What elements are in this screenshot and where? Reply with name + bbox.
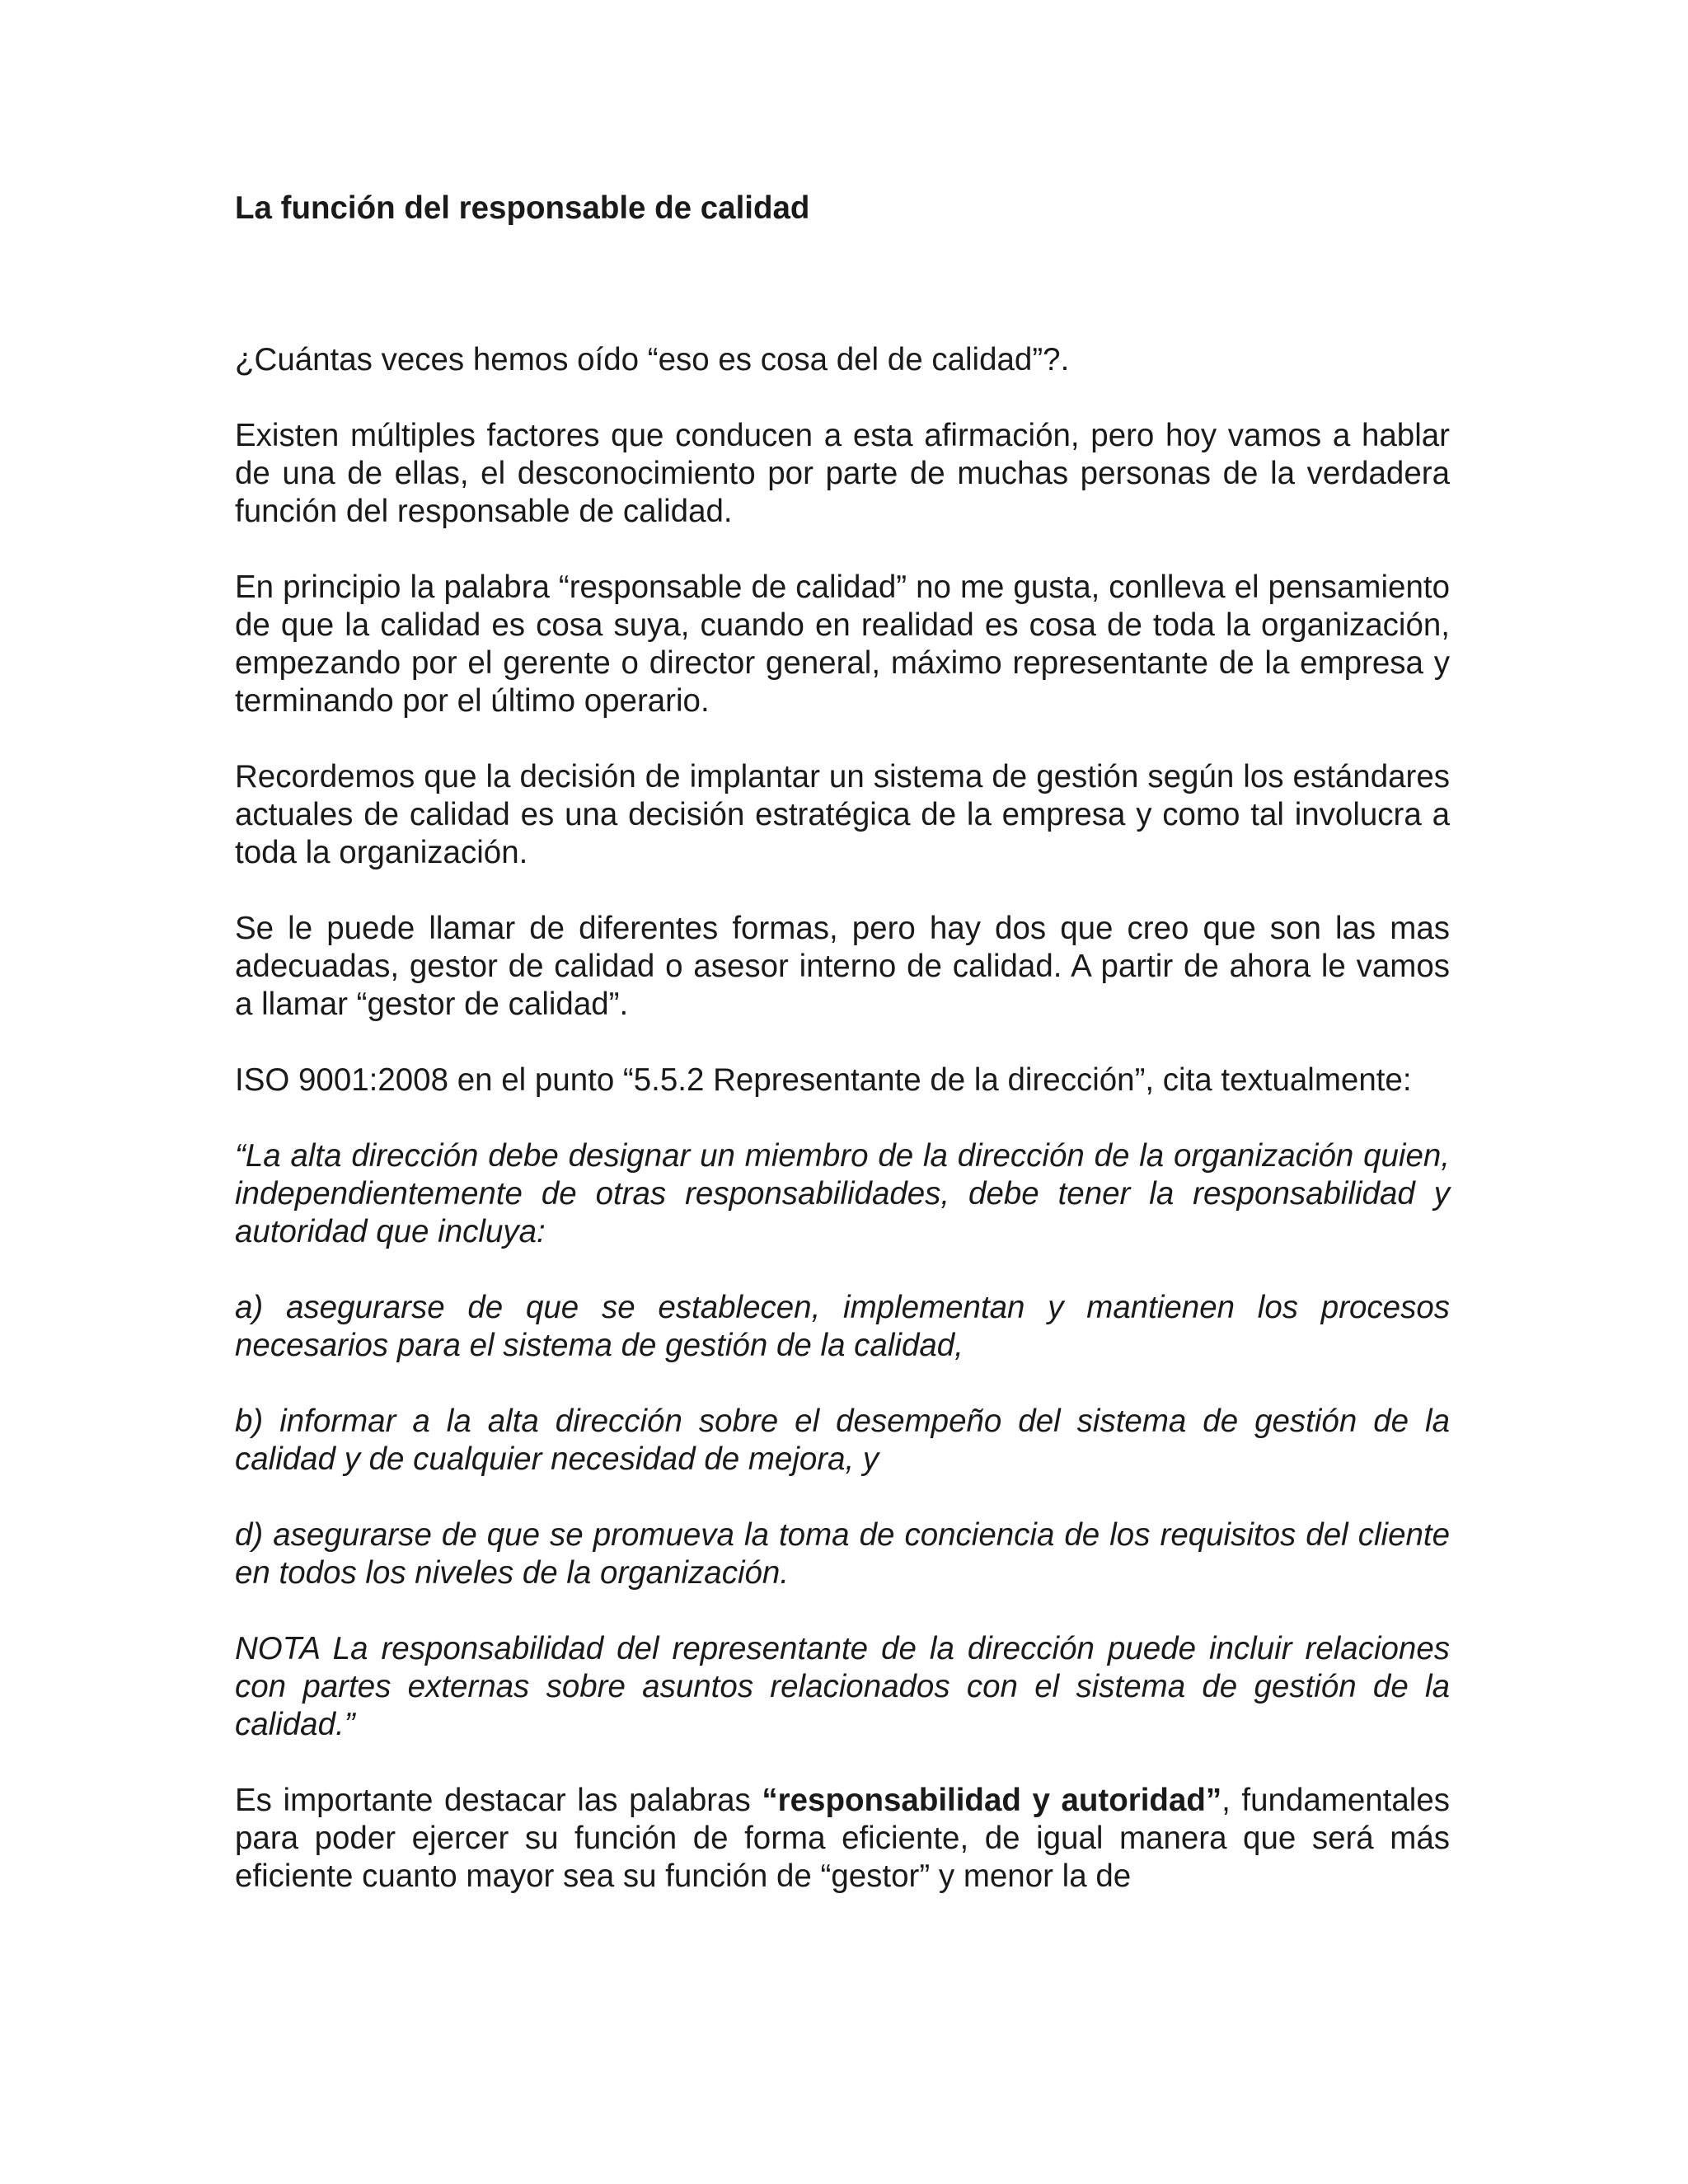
quote-item-a: a) asegurarse de que se establecen, implementan y mantienen los procesos necesarios para el sistema de gestión de la calidad, <box>235 1290 1450 1363</box>
paragraph-principle: En principio la palabra “responsable de calidad” no me gusta, conlleva el pensamiento de que la calidad es cosa suya, cuando en realidad es cosa de toda la organización, empezando por el gerente o director general, máximo representante de la empresa y terminando por el último operario. <box>235 569 1450 719</box>
paragraph-text-after: , fundamentales para poder ejercer su función de forma eficiente, de igual manera que será más eficiente cuanto mayor sea su función de “gestor” y menor la de <box>235 1783 1450 1894</box>
paragraph-iso-reference: ISO 9001:2008 en el punto “5.5.2 Representante de la dirección”, cita textualmente: <box>235 1062 1412 1098</box>
paragraph-text-before: Es importante destacar las palabras <box>235 1783 762 1818</box>
paragraph-question: ¿Cuántas veces hemos oído “eso es cosa del de calidad”?. <box>235 342 1070 377</box>
quote-item-d: d) asegurarse de que se promueva la toma de conciencia de los requisitos del cliente en todos los niveles de la organización. <box>235 1517 1450 1591</box>
paragraph-factors: Existen múltiples factores que conducen a esta afirmación, pero hoy vamos a hablar de una de ellas, el desconocimiento por parte de muchas personas de la verdadera función del responsable de calidad. <box>235 418 1450 529</box>
document-title: La función del responsable de calidad <box>235 190 810 226</box>
document-body <box>235 190 1450 1896</box>
quote-item-b: b) informar a la alta dirección sobre el desempeño del sistema de gestión de la calidad y de cualquier necesidad de mejora, y <box>235 1404 1450 1477</box>
bold-phrase: “responsabilidad y autoridad” <box>762 1783 1222 1818</box>
paragraph-responsibility-authority <box>235 1782 1450 1896</box>
paragraph-strategic-decision: Recordemos que la decisión de implantar un sistema de gestión según los estándares actuales de calidad es una decisión estratégica de la empresa y como tal involucra a toda la organización. <box>235 759 1450 870</box>
quote-intro: “La alta dirección debe designar un miembro de la dirección de la organización quien, independientemente de otras responsabilidades, debe tener la responsabilidad y autoridad que incluya: <box>235 1138 1450 1249</box>
quote-note: NOTA La responsabilidad del representante de la dirección puede incluir relaciones con partes externas sobre asuntos relacionados con el sistema de gestión de la calidad.” <box>235 1631 1450 1742</box>
paragraph-naming: Se le puede llamar de diferentes formas, pero hay dos que creo que son las mas adecuadas, gestor de calidad o asesor interno de calidad. A partir de ahora le vamos a llamar “gestor de calidad”. <box>235 911 1450 1022</box>
